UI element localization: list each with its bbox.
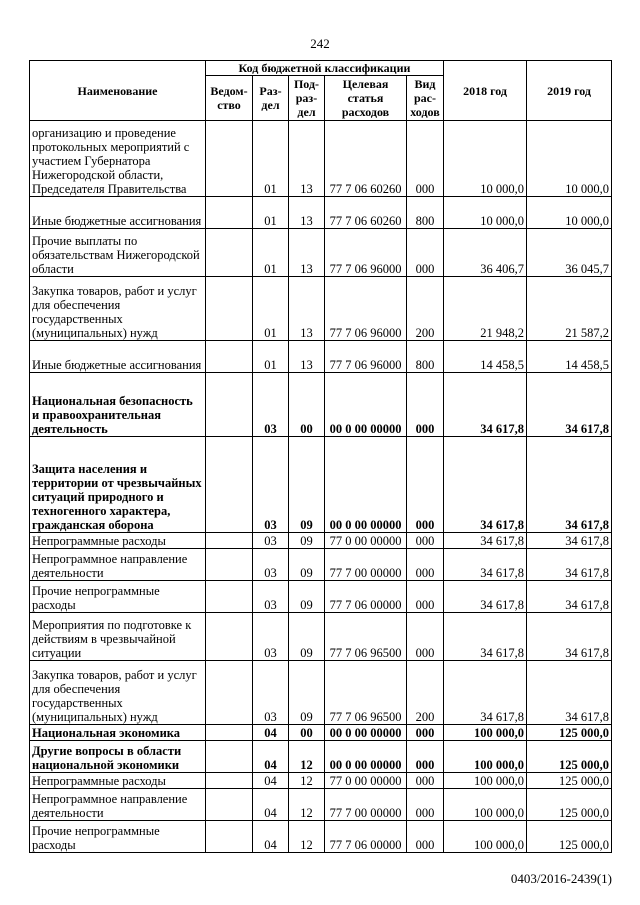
row-ved	[206, 789, 253, 821]
row-2019: 34 617,8	[527, 549, 612, 581]
row-podrazd: 13	[289, 229, 325, 277]
table-row	[30, 533, 612, 549]
row-2018: 100 000,0	[444, 725, 527, 741]
row-2018: 100 000,0	[444, 789, 527, 821]
row-cst: 00 0 00 00000	[325, 373, 407, 437]
row-vr: 000	[407, 725, 444, 741]
row-razd: 01	[253, 277, 289, 341]
row-cst: 77 7 00 00000	[325, 789, 407, 821]
row-name: Прочие непрограммные расходы	[30, 821, 206, 853]
table-row	[30, 789, 612, 821]
row-vr: 000	[407, 773, 444, 789]
row-ved	[206, 121, 253, 197]
row-razd: 04	[253, 789, 289, 821]
header-podrazd: Под-раз-дел	[289, 76, 325, 121]
row-cst: 77 7 06 60260	[325, 121, 407, 197]
table-row	[30, 373, 612, 437]
row-podrazd: 00	[289, 725, 325, 741]
row-razd: 03	[253, 581, 289, 613]
row-2018: 100 000,0	[444, 741, 527, 773]
row-name: Защита населения и территории от чрезвычайных ситуаций природного и техногенного характера, гражданская оборона	[30, 437, 206, 533]
row-2019: 34 617,8	[527, 581, 612, 613]
row-ved	[206, 533, 253, 549]
row-vr: 000	[407, 533, 444, 549]
row-vr: 000	[407, 789, 444, 821]
row-name: Национальная безопасность и правоохранительная деятельность	[30, 373, 206, 437]
row-razd: 01	[253, 121, 289, 197]
row-cst: 77 7 06 96500	[325, 661, 407, 725]
table-row	[30, 277, 612, 341]
row-vr: 000	[407, 121, 444, 197]
row-cst: 00 0 00 00000	[325, 741, 407, 773]
row-name: Непрограммное направление деятельности	[30, 789, 206, 821]
row-cst: 77 7 06 96000	[325, 341, 407, 373]
row-2018: 100 000,0	[444, 773, 527, 789]
row-razd: 01	[253, 229, 289, 277]
row-ved	[206, 277, 253, 341]
row-2019: 21 587,2	[527, 277, 612, 341]
table-row	[30, 121, 612, 197]
table-row	[30, 661, 612, 725]
table-row	[30, 613, 612, 661]
row-2019: 125 000,0	[527, 789, 612, 821]
row-2018: 10 000,0	[444, 121, 527, 197]
row-name: организацию и проведение протокольных мероприятий с участием Губернатора Нижегородской области, Председателя Правительства	[30, 121, 206, 197]
row-2018: 14 458,5	[444, 341, 527, 373]
row-name: Национальная экономика	[30, 725, 206, 741]
row-ved	[206, 549, 253, 581]
row-2018: 34 617,8	[444, 549, 527, 581]
row-ved	[206, 197, 253, 229]
row-2019: 10 000,0	[527, 197, 612, 229]
row-vr: 000	[407, 581, 444, 613]
row-2019: 36 045,7	[527, 229, 612, 277]
row-razd: 01	[253, 341, 289, 373]
row-ved	[206, 437, 253, 533]
row-2018: 34 617,8	[444, 437, 527, 533]
row-podrazd: 12	[289, 821, 325, 853]
row-2019: 34 617,8	[527, 373, 612, 437]
page-number: 242	[310, 36, 330, 51]
row-podrazd: 09	[289, 661, 325, 725]
row-vr: 000	[407, 613, 444, 661]
row-2019: 34 617,8	[527, 613, 612, 661]
row-razd: 03	[253, 613, 289, 661]
row-vr: 200	[407, 661, 444, 725]
row-cst: 77 0 00 00000	[325, 533, 407, 549]
row-razd: 03	[253, 373, 289, 437]
row-podrazd: 13	[289, 197, 325, 229]
row-podrazd: 12	[289, 789, 325, 821]
row-razd: 03	[253, 661, 289, 725]
row-ved	[206, 341, 253, 373]
row-cst: 00 0 00 00000	[325, 437, 407, 533]
row-cst: 77 7 06 00000	[325, 581, 407, 613]
row-name: Непрограммное направление деятельности	[30, 549, 206, 581]
row-name: Мероприятия по подготовке к действиям в чрезвычайной ситуации	[30, 613, 206, 661]
header-cst: Целевая статья расходов	[325, 76, 407, 121]
table-row	[30, 197, 612, 229]
budget-table	[29, 60, 612, 853]
row-vr: 000	[407, 741, 444, 773]
row-razd: 03	[253, 533, 289, 549]
table-row	[30, 821, 612, 853]
row-razd: 03	[253, 437, 289, 533]
row-podrazd: 00	[289, 373, 325, 437]
row-name: Другие вопросы в области национальной экономики	[30, 741, 206, 773]
row-2018: 34 617,8	[444, 661, 527, 725]
row-name: Иные бюджетные ассигнования	[30, 341, 206, 373]
header-name: Наименование	[30, 61, 206, 121]
row-ved	[206, 373, 253, 437]
table-row	[30, 581, 612, 613]
row-vr: 000	[407, 373, 444, 437]
row-2019: 125 000,0	[527, 741, 612, 773]
row-2019: 125 000,0	[527, 821, 612, 853]
header-2019: 2019 год	[527, 61, 612, 121]
row-2018: 34 617,8	[444, 373, 527, 437]
row-vr: 000	[407, 549, 444, 581]
header-vr: Вид рас-ходов	[407, 76, 444, 121]
row-cst: 77 7 06 60260	[325, 197, 407, 229]
row-vr: 800	[407, 341, 444, 373]
row-name: Прочие непрограммные расходы	[30, 581, 206, 613]
row-vr: 000	[407, 437, 444, 533]
row-name: Закупка товаров, работ и услуг для обеспечения государственных (муниципальных) нужд	[30, 661, 206, 725]
table-row	[30, 549, 612, 581]
row-2019: 10 000,0	[527, 121, 612, 197]
row-vr: 000	[407, 821, 444, 853]
header-ved: Ведом-ство	[206, 76, 253, 121]
row-2018: 10 000,0	[444, 197, 527, 229]
row-cst: 00 0 00 00000	[325, 725, 407, 741]
row-ved	[206, 661, 253, 725]
row-ved	[206, 773, 253, 789]
row-podrazd: 12	[289, 741, 325, 773]
row-podrazd: 09	[289, 613, 325, 661]
table-row	[30, 437, 612, 533]
row-name: Иные бюджетные ассигнования	[30, 197, 206, 229]
header-2018: 2018 год	[444, 61, 527, 121]
row-2019: 34 617,8	[527, 437, 612, 533]
row-2019: 125 000,0	[527, 725, 612, 741]
row-name: Непрограммные расходы	[30, 533, 206, 549]
row-podrazd: 13	[289, 341, 325, 373]
row-cst: 77 7 06 00000	[325, 821, 407, 853]
row-podrazd: 13	[289, 277, 325, 341]
row-vr: 800	[407, 197, 444, 229]
row-podrazd: 12	[289, 773, 325, 789]
row-podrazd: 09	[289, 549, 325, 581]
row-razd: 04	[253, 773, 289, 789]
row-cst: 77 7 06 96000	[325, 277, 407, 341]
row-ved	[206, 613, 253, 661]
row-2019: 34 617,8	[527, 533, 612, 549]
table-row	[30, 229, 612, 277]
row-2019: 125 000,0	[527, 773, 612, 789]
table-row	[30, 725, 612, 741]
row-cst: 77 7 00 00000	[325, 549, 407, 581]
row-2018: 100 000,0	[444, 821, 527, 853]
row-2019: 34 617,8	[527, 661, 612, 725]
row-2018: 21 948,2	[444, 277, 527, 341]
row-ved	[206, 725, 253, 741]
header-razd: Раз-дел	[253, 76, 289, 121]
row-podrazd: 09	[289, 437, 325, 533]
row-podrazd: 13	[289, 121, 325, 197]
row-razd: 04	[253, 725, 289, 741]
table-row	[30, 741, 612, 773]
row-ved	[206, 581, 253, 613]
row-razd: 04	[253, 821, 289, 853]
row-ved	[206, 229, 253, 277]
row-cst: 77 7 06 96500	[325, 613, 407, 661]
row-name: Непрограммные расходы	[30, 773, 206, 789]
row-cst: 77 0 00 00000	[325, 773, 407, 789]
row-ved	[206, 741, 253, 773]
table-row	[30, 341, 612, 373]
row-2018: 36 406,7	[444, 229, 527, 277]
row-razd: 04	[253, 741, 289, 773]
row-2019: 14 458,5	[527, 341, 612, 373]
row-razd: 03	[253, 549, 289, 581]
header-code-group: Код бюджетной классификации	[206, 61, 444, 76]
row-name: Прочие выплаты по обязательствам Нижегородской области	[30, 229, 206, 277]
row-podrazd: 09	[289, 581, 325, 613]
row-razd: 01	[253, 197, 289, 229]
row-ved	[206, 821, 253, 853]
row-name: Закупка товаров, работ и услуг для обеспечения государственных (муниципальных) нужд	[30, 277, 206, 341]
row-vr: 000	[407, 229, 444, 277]
row-2018: 34 617,8	[444, 533, 527, 549]
row-2018: 34 617,8	[444, 581, 527, 613]
row-podrazd: 09	[289, 533, 325, 549]
row-2018: 34 617,8	[444, 613, 527, 661]
row-cst: 77 7 06 96000	[325, 229, 407, 277]
table-row	[30, 773, 612, 789]
document-code: 0403/2016-2439(1)	[510, 871, 612, 886]
row-vr: 200	[407, 277, 444, 341]
